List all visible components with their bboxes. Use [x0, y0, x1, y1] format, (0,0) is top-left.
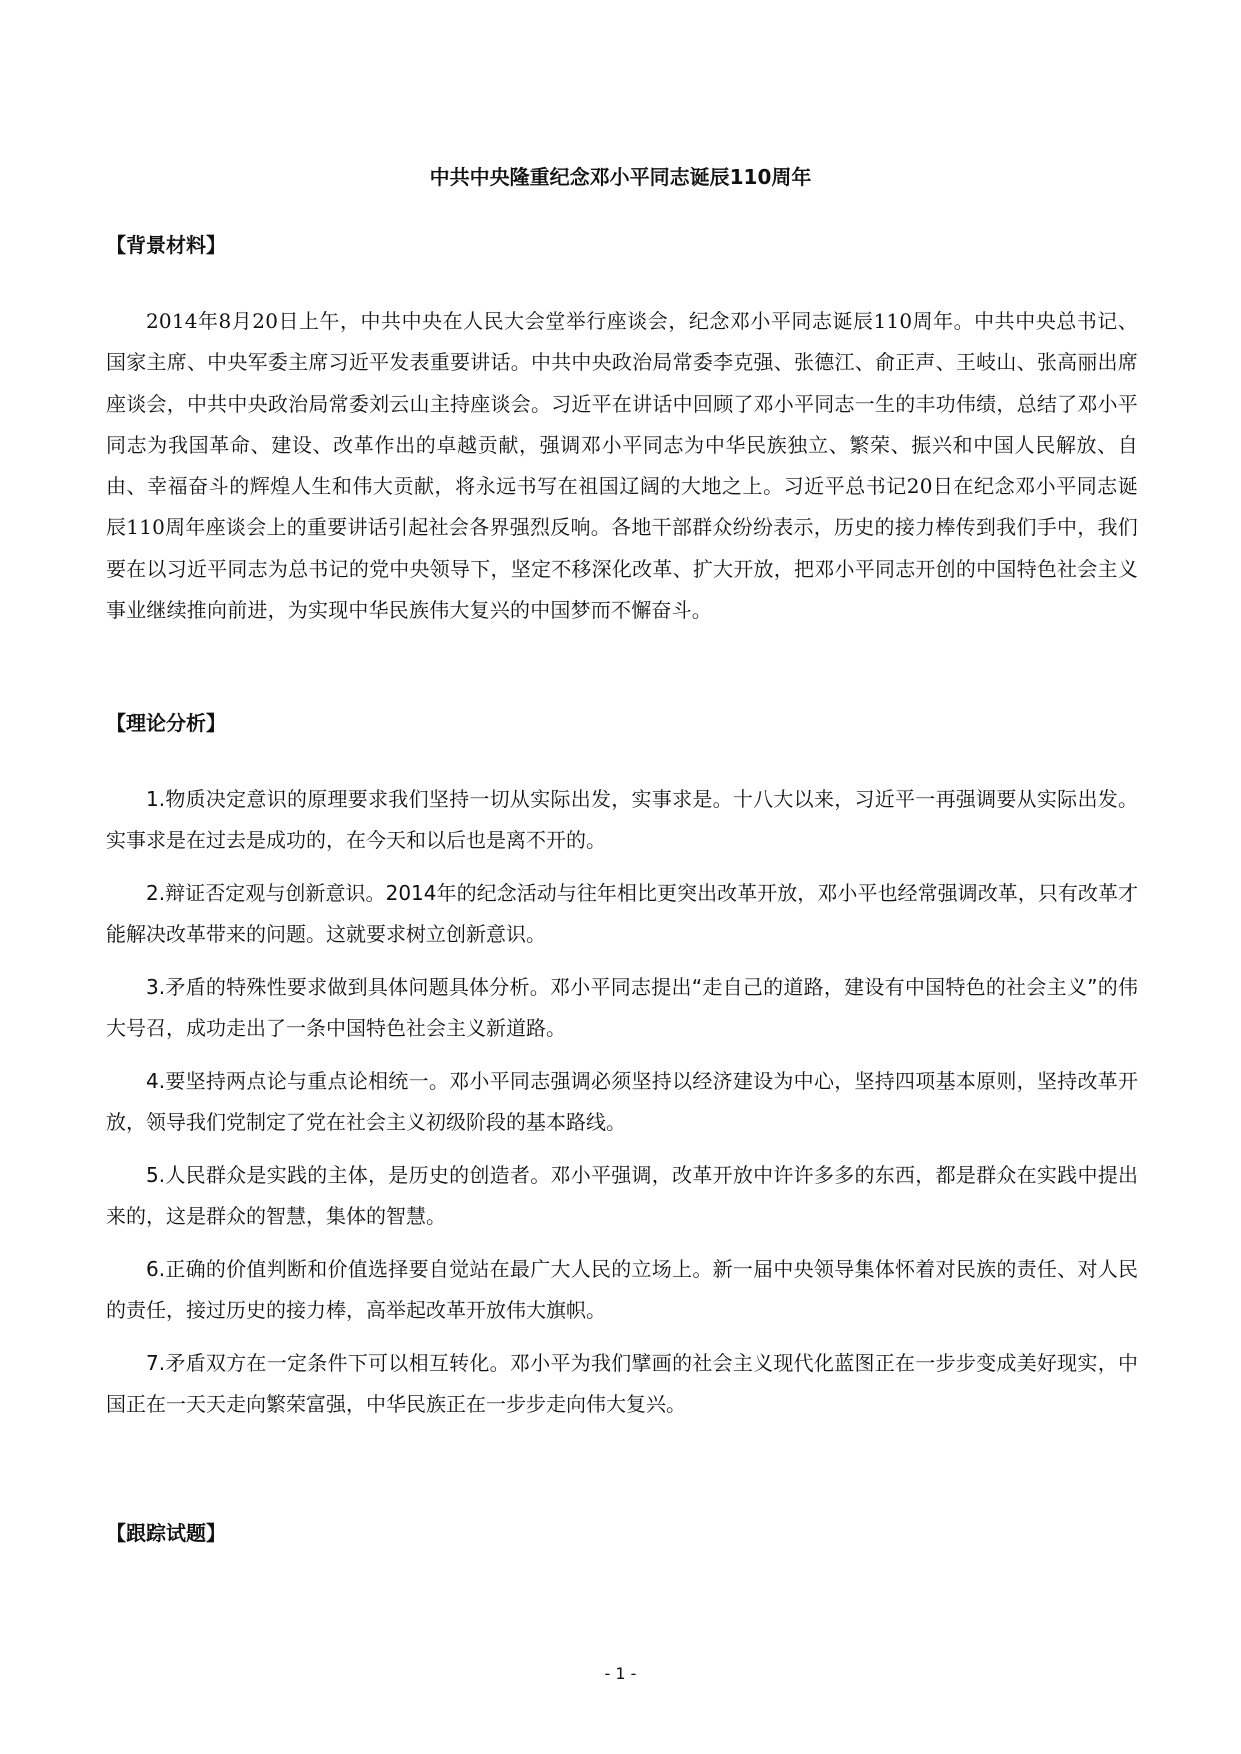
background-paragraph: 2014年8月20日上午，中共中央在人民大会堂举行座谈会，纪念邓小平同志诞辰110周年。中共中央总书记、国家主席、中央军委主席习近平发表重要讲话。中共中央政治局常委李克强、张德江、俞正声、王岐山、张高丽出席座谈会，中共中央政治局常委刘云山主持座谈会。习近平在讲话中回顾了邓小平同志一生的丰功伟绩，总结了邓小平同志为我国革命、建设、改革作出的卓越贡献，强调邓小平同志为中华民族独立、繁荣、振兴和中国人民解放、自由、幸福奋斗的辉煌人生和伟大贡献，将永远书写在祖国辽阔的大地之上。习近平总书记20日在纪念邓小平同志诞辰110周年座谈会上的重要讲话引起社会各界强烈反响。各地干部群众纷纷表示，历史的接力棒传到我们手中，我们要在以习近平同志为总书记的党中央领导下，坚定不移深化改革、扩大开放，把邓小平同志开创的中国特色社会主义事业继续推向前进，为实现中华民族伟大复兴的中国梦而不懈奋斗。 — [106, 309, 1138, 623]
analysis-item: 3.矛盾的特殊性要求做到具体问题具体分析。邓小平同志提出“走自己的道路，建设有中国特色的社会主义”的伟大号召，成功走出了一条中国特色社会主义新道路。 — [106, 975, 1138, 1040]
page-number: - 1 - — [604, 1664, 637, 1683]
analysis-item: 1.物质决定意识的原理要求我们坚持一切从实际出发，实事求是。十八大以来，习近平一再强调要从实际出发。实事求是在过去是成功的，在今天和以后也是离不开的。 — [106, 787, 1138, 852]
analysis-item: 5.人民群众是实践的主体，是历史的创造者。邓小平强调，改革开放中许许多多的东西，都是群众在实践中提出来的，这是群众的智慧，集体的智慧。 — [106, 1163, 1138, 1228]
analysis-item: 7.矛盾双方在一定条件下可以相互转化。邓小平为我们擘画的社会主义现代化蓝图正在一步步变成美好现实，中国正在一天天走向繁荣富强，中华民族正在一步步走向伟大复兴。 — [106, 1351, 1138, 1416]
analysis-list — [106, 779, 1138, 1437]
analysis-item: 6.正确的价值判断和价值选择要自觉站在最广大人民的立场上。新一届中央领导集体怀着对民族的责任、对人民的责任，接过历史的接力棒，高举起改革开放伟大旗帜。 — [106, 1257, 1138, 1322]
analysis-heading: 【理论分析】 — [106, 711, 226, 735]
document-title: 中共中央隆重纪念邓小平同志诞辰110周年 — [429, 165, 812, 189]
background-heading: 【背景材料】 — [106, 233, 226, 257]
analysis-item: 4.要坚持两点论与重点论相统一。邓小平同志强调必须坚持以经济建设为中心，坚持四项基本原则，坚持改革开放，领导我们党制定了党在社会主义初级阶段的基本路线。 — [106, 1069, 1138, 1134]
analysis-item: 2.辩证否定观与创新意识。2014年的纪念活动与往年相比更突出改革开放，邓小平也经常强调改革，只有改革才能解决改革带来的问题。这就要求树立创新意识。 — [106, 881, 1138, 946]
exercises-heading: 【跟踪试题】 — [106, 1521, 226, 1545]
